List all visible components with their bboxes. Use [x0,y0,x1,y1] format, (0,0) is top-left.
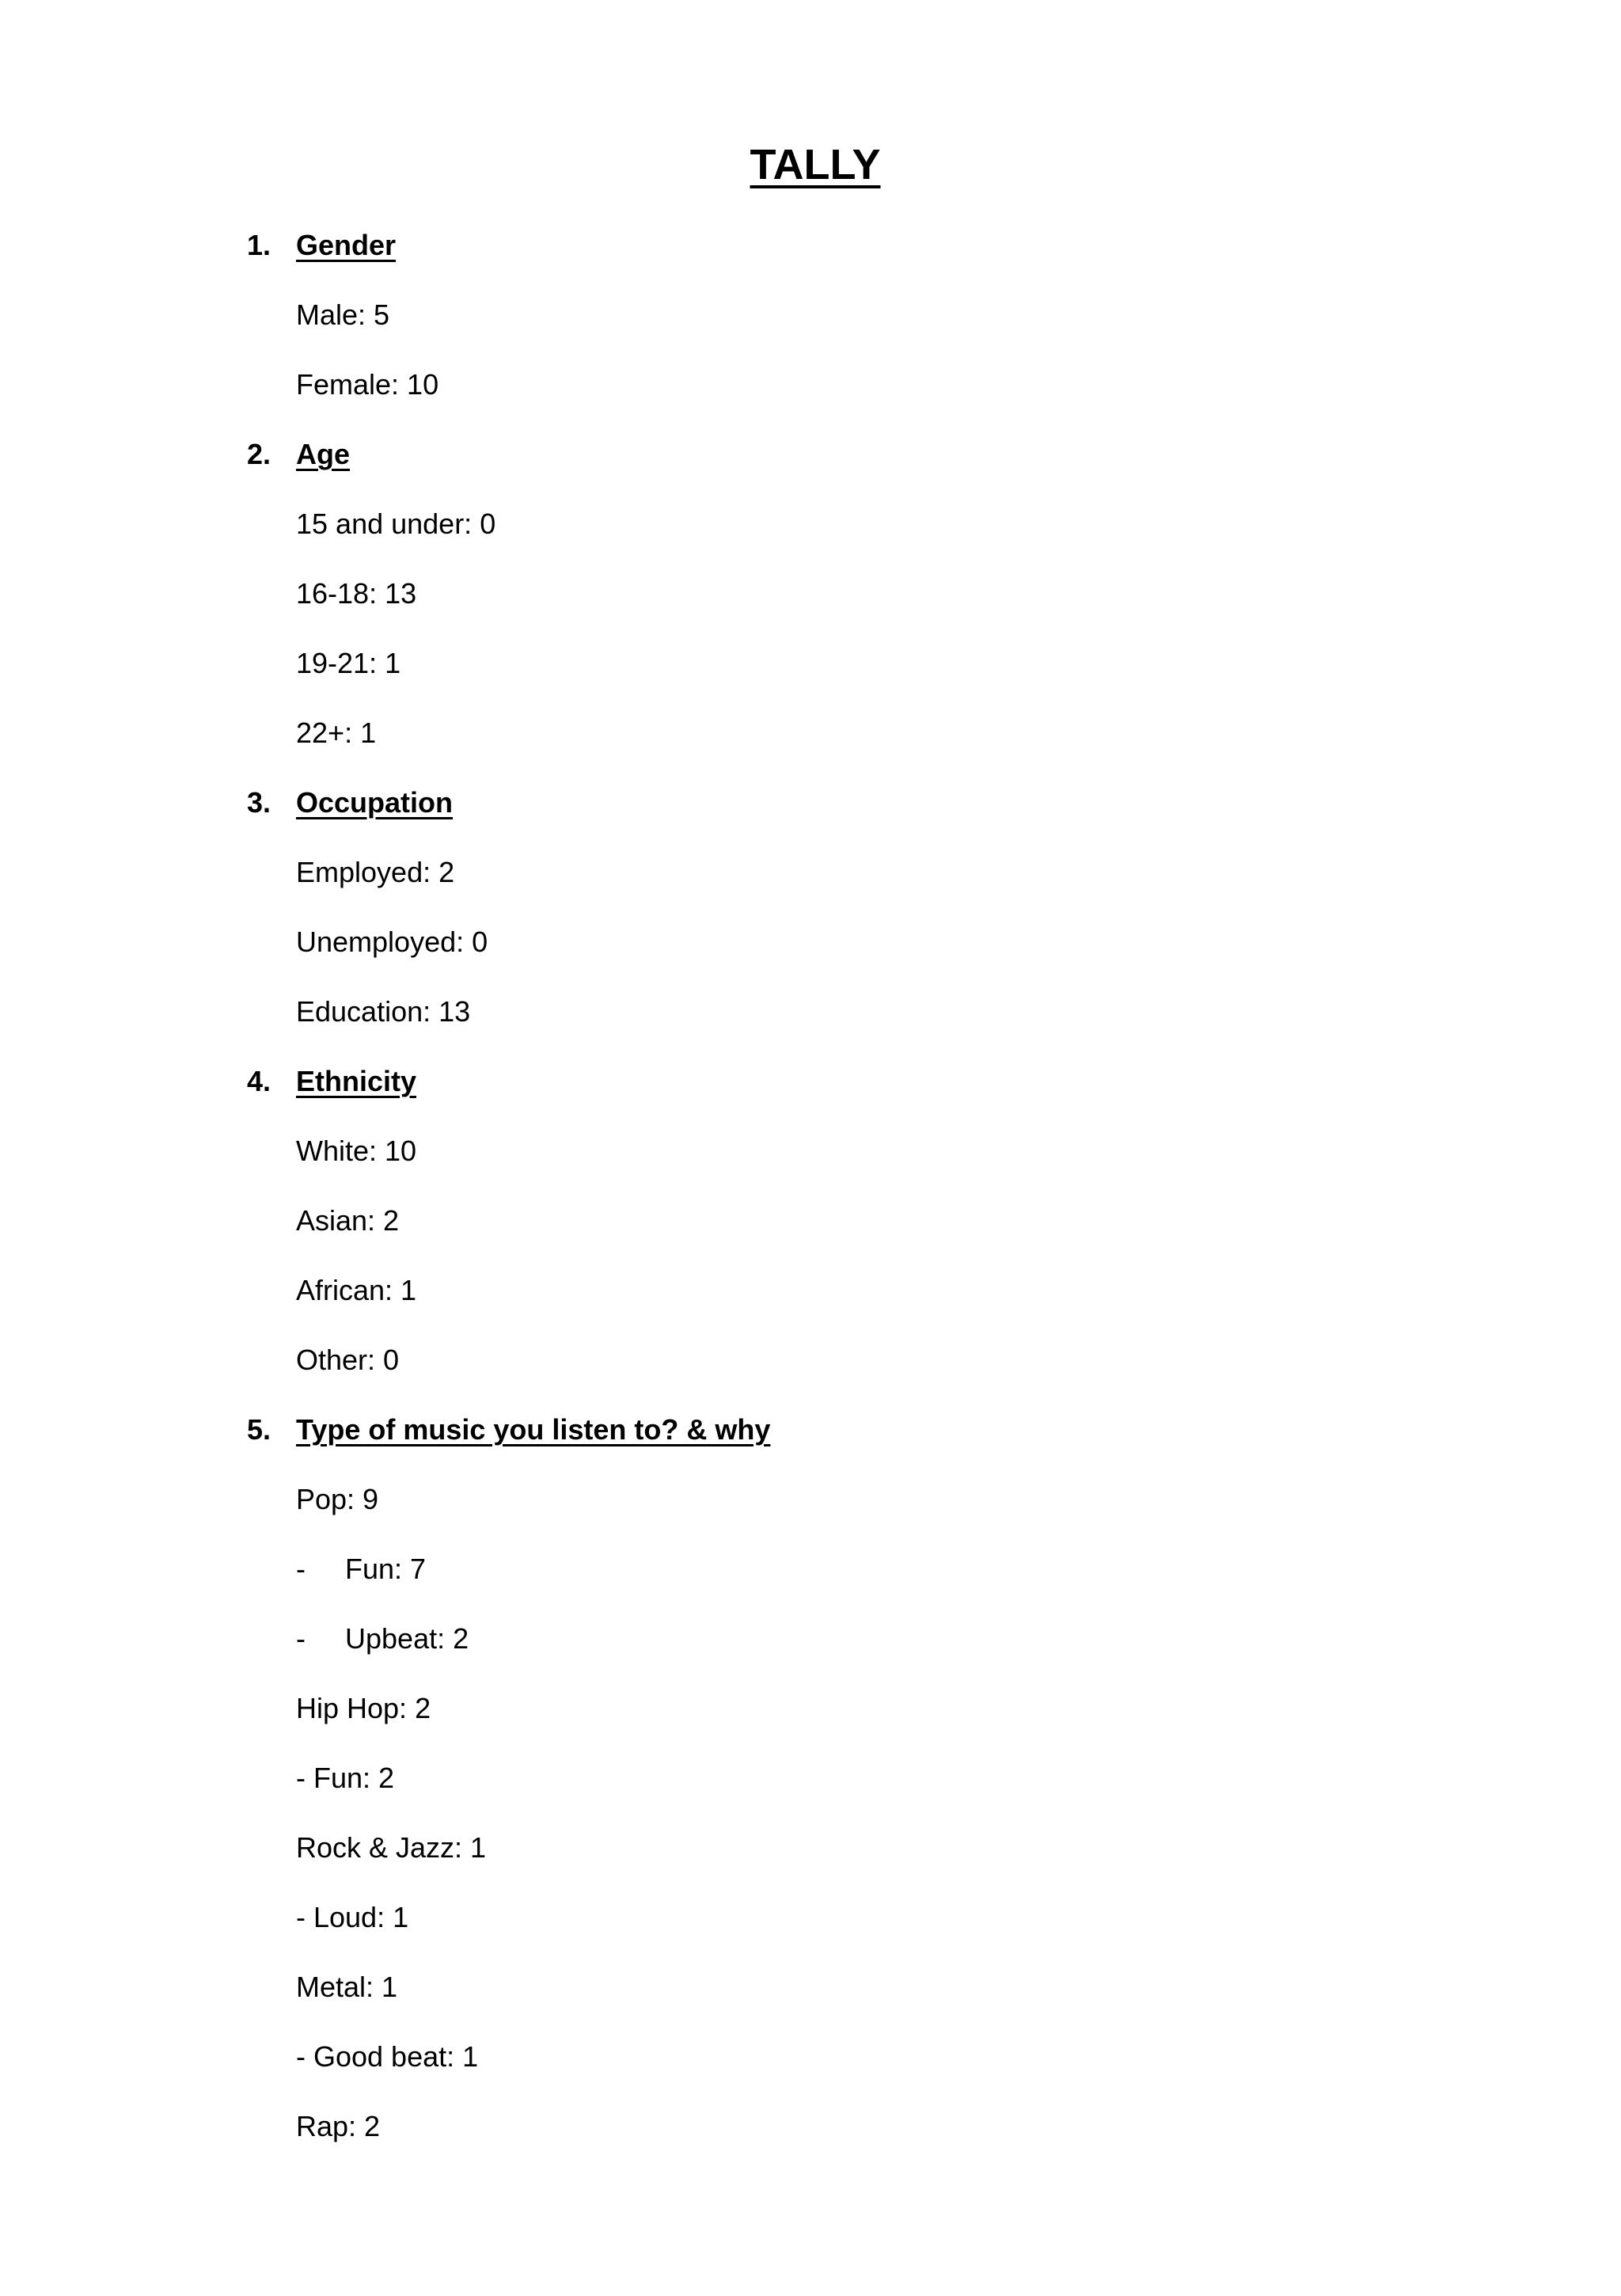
tally-item: Metal: 1 [296,1971,398,2003]
tally-item: White: 10 [296,1135,417,1167]
tally-sub-item: Fun: 7 [345,1553,427,1585]
section-heading-ethnicity: Ethnicity [296,1065,417,1097]
tally-item: Other: 0 [296,1344,400,1376]
tally-item: 15 and under: 0 [296,507,496,540]
tally-item: 22+: 1 [296,717,377,749]
tally-item: Unemployed: 0 [296,926,488,958]
section-number: 3. [247,786,271,819]
tally-item: 19-21: 1 [296,647,401,679]
tally-sub-item: Upbeat: 2 [345,1622,469,1655]
section-number: 2. [247,438,271,470]
tally-item: 16-18: 13 [296,577,417,610]
tally-sub-item: - Loud: 1 [296,1901,409,1933]
tally-sub-item: - Good beat: 1 [296,2040,479,2073]
section-heading-gender: Gender [296,229,397,261]
tally-item: Rap: 2 [296,2110,381,2142]
section-heading-music: Type of music you listen to? & why [296,1413,771,1446]
tally-sub-item: - Fun: 2 [296,1762,395,1794]
section-heading-occupation: Occupation [296,786,454,819]
tally-item: Employed: 2 [296,856,455,888]
document-title: TALLY [750,141,881,188]
sub-item-dash: - [296,1553,306,1585]
tally-item: Female: 10 [296,368,439,401]
tally-item: Asian: 2 [296,1204,400,1237]
section-number: 1. [247,229,271,261]
section-heading-age: Age [296,438,351,470]
section-number: 5. [247,1413,271,1446]
tally-item: Male: 5 [296,298,390,331]
tally-item: Education: 13 [296,995,471,1028]
sub-item-dash: - [296,1622,306,1655]
tally-item: African: 1 [296,1274,417,1306]
tally-item: Hip Hop: 2 [296,1692,431,1724]
tally-item: Rock & Jazz: 1 [296,1831,487,1864]
tally-item: Pop: 9 [296,1483,379,1515]
section-number: 4. [247,1065,271,1097]
